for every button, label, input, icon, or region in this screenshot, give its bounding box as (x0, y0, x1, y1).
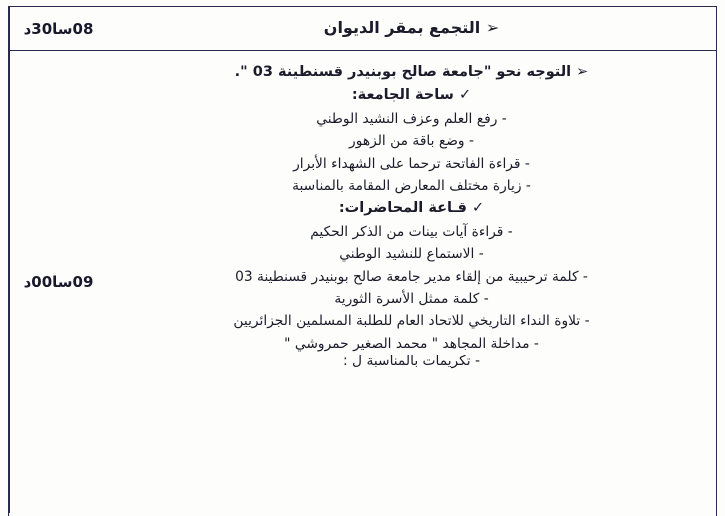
header-activity-cell (107, 7, 716, 50)
table-row-program (9, 51, 716, 513)
program-line: - قراءة آيات بينات من الذكر الحكيم (310, 223, 513, 240)
program-line: - كلمة ترحيبية من إلقاء مدير جامعة صالح بوبنيدر قسنطينة 03 (235, 268, 588, 285)
table-row-header (9, 7, 716, 51)
program-line: - مداخلة المجاهد " محمد الصغير حمروشي " (284, 335, 539, 352)
header-time-text: 08سا30د (23, 19, 94, 38)
program-line: - تكريمات بالمناسبة ل : (343, 354, 480, 369)
program-line: ➢ التوجه نحو "جامعة صالح بوبنيدر قسنطينة 03 ". (234, 64, 589, 80)
program-line: ✓ قـاعة المحاضرات: (338, 200, 485, 217)
program-line: - تلاوة النداء التاريخي للاتحاد العام للطلبة المسلمين الجزائريين (233, 313, 590, 330)
program-line: - وضع باقة من الزهور (349, 133, 474, 150)
header-activity-text: ➢ التجمع بمقر الديوان (323, 18, 500, 37)
schedule-table (8, 6, 717, 516)
program-time-cell (9, 51, 107, 513)
program-line: - قراءة الفاتحة ترحما على الشهداء الأبرار (293, 155, 530, 172)
program-time-text: 09سا00د (23, 273, 94, 291)
program-line: - رفع العلم وعزف النشيد الوطني (316, 110, 507, 127)
program-line: - الاستماع للنشيد الوطني (339, 246, 484, 263)
program-line: ✓ ساحة الجامعة: (351, 87, 472, 104)
program-line: - كلمة ممثل الأسرة الثورية (334, 290, 489, 307)
program-line: - زيارة مختلف المعارض المقامة بالمناسبة (292, 178, 531, 194)
program-activity-cell (107, 51, 716, 513)
header-time-cell (9, 7, 107, 50)
